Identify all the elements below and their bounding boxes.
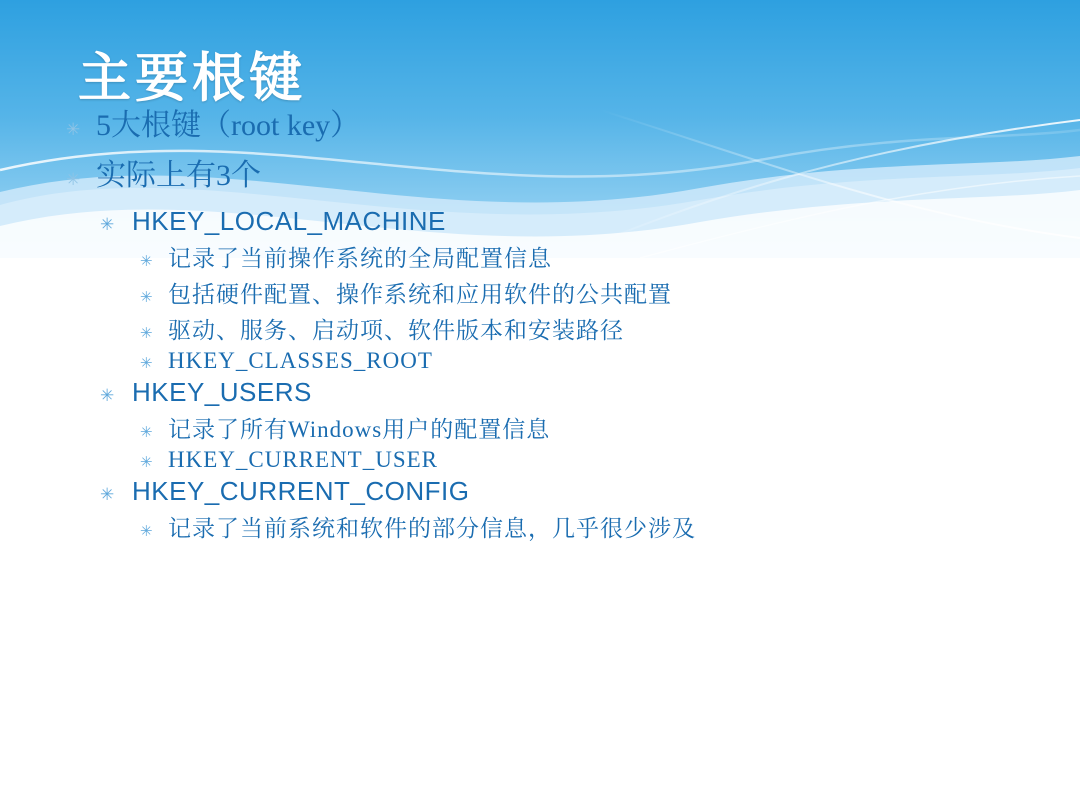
slide-body [0,100,1080,546]
bullet-level3 [140,276,1080,309]
bullet-text: HKEY_LOCAL_MACHINE [132,206,446,236]
bullet-marker-icon: ✳ [140,424,153,441]
bullet-text: 包括硬件配置、操作系统和应用软件的公共配置 [168,282,672,307]
bullet-level3 [140,348,1080,374]
bullet-marker-icon: ✳ [140,289,153,306]
bullet-level3 [140,312,1080,345]
bullet-marker-icon: ✳ [140,325,153,342]
bullet-text: 记录了当前操作系统的全局配置信息 [168,246,552,271]
bullet-text: HKEY_CLASSES_ROOT [168,348,433,373]
bullet-level2 [100,206,1080,237]
bullet-marker-icon: ✳ [100,215,115,234]
bullet-level1 [66,150,1080,194]
bullet-marker-icon: ✳ [66,170,81,189]
bullet-level2 [100,476,1080,507]
bullet-text: HKEY_CURRENT_CONFIG [132,476,470,506]
bullet-marker-icon: ✳ [100,485,115,504]
bullet-marker-icon: ✳ [100,386,115,405]
bullet-marker-icon: ✳ [140,454,153,471]
bullet-text: 驱动、服务、启动项、软件版本和安装路径 [168,318,624,343]
bullet-marker-icon: ✳ [140,523,153,540]
bullet-marker-icon: ✳ [140,253,153,270]
bullet-level3 [140,240,1080,273]
bullet-level3 [140,411,1080,444]
bullet-level3 [140,510,1080,543]
bullet-text: 记录了所有Windows用户的配置信息 [168,417,551,442]
bullet-text: HKEY_CURRENT_USER [168,447,439,472]
bullet-marker-icon: ✳ [66,120,81,139]
page-title: 主要根键 [78,47,306,109]
bullet-marker-icon: ✳ [140,355,153,372]
bullet-level1 [66,100,1080,144]
bullet-level3 [140,447,1080,473]
bullet-text: HKEY_USERS [132,377,312,407]
bullet-level2 [100,377,1080,408]
bullet-text: 记录了当前系统和软件的部分信息，几乎很少涉及 [168,516,696,541]
bullet-text: 实际上有3个 [96,159,261,192]
bullet-text: 5大根键（root key） [96,109,361,142]
